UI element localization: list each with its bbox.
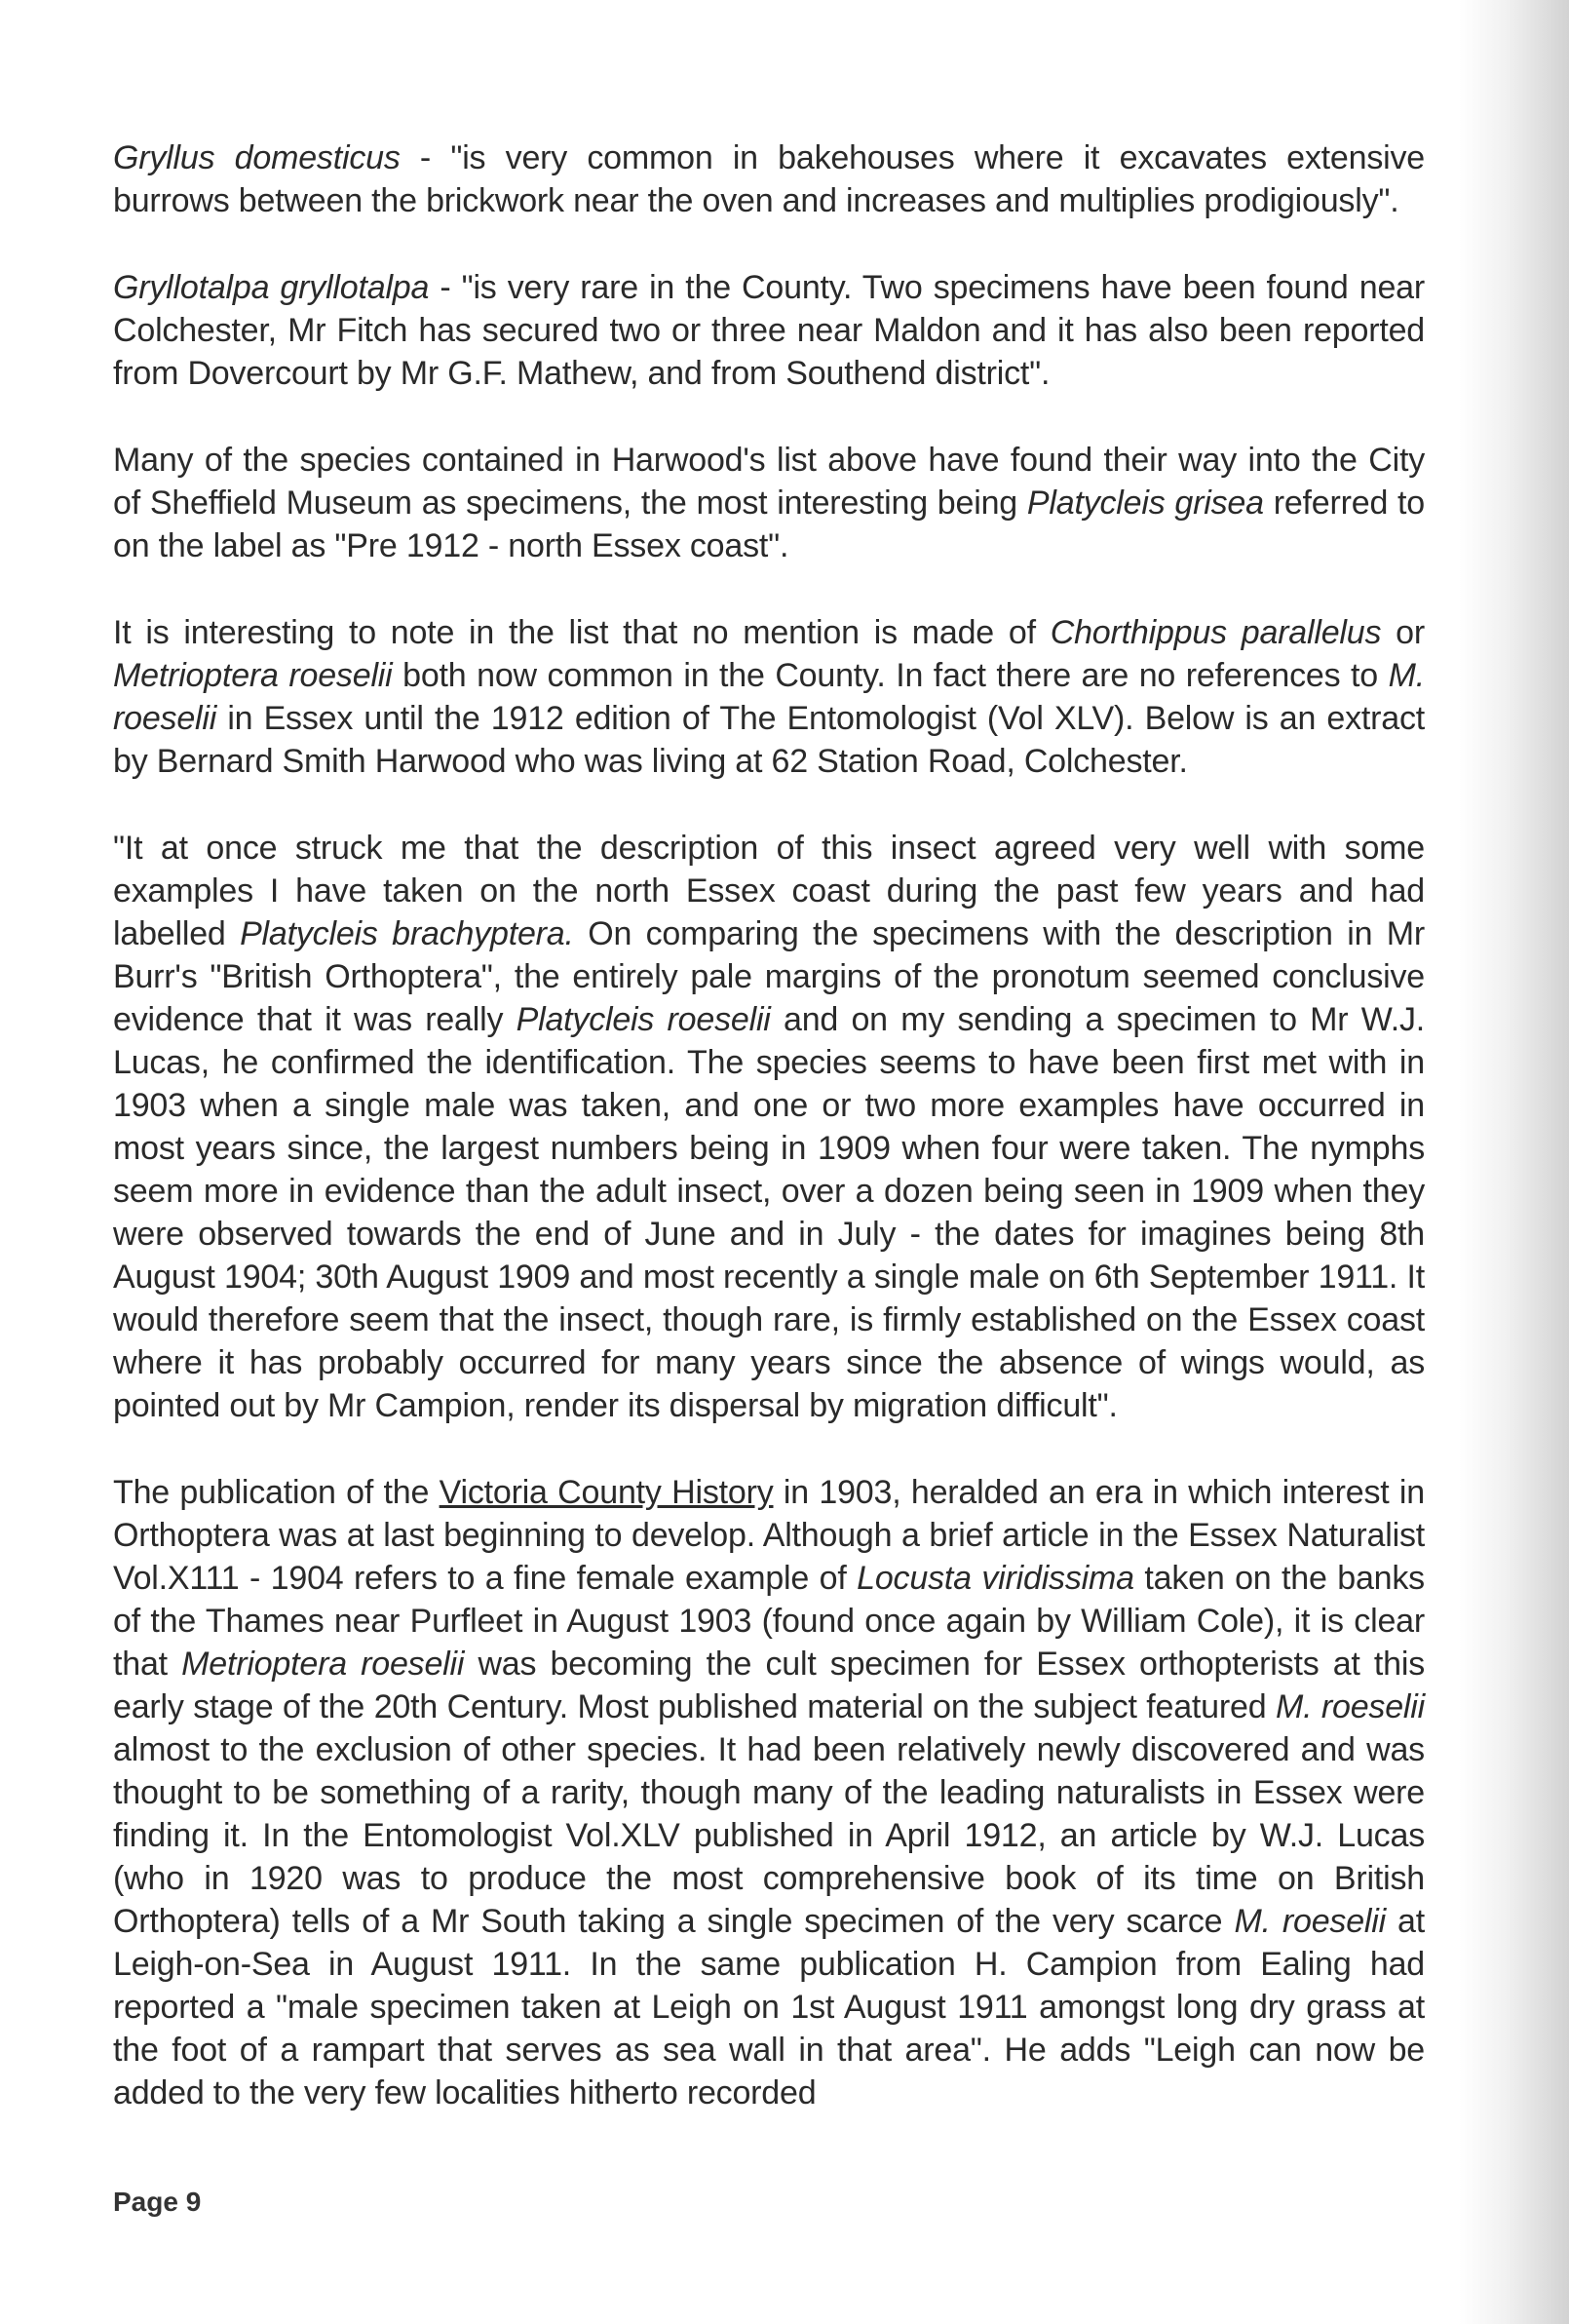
species-name: M. roeselii	[1234, 1903, 1386, 1940]
publication-title: Victoria County History	[439, 1474, 774, 1511]
paragraph-list-note: It is interesting to note in the list that no mention is made of Chorthippus parallelus or Metrioptera roeselii both now common in the County. In fact there are no references to M. roeselii in Essex until the 1912 edition of The Entomologist (Vol XLV). Below is an extract by Bernard Smith Harwood who was living at 62 Station Road, Colchester.	[113, 614, 1425, 780]
paragraph-harwood-quote: "It at once struck me that the description of this insect agreed very well with some examples I have taken on the north Essex coast during the past few years and had labelled Platycleis brachyptera. On comparing the specimens with the description in Mr Burr's "British Orthoptera", the entirely pale margins of the pronotum seemed conclusive evidence that it was really Platycleis roeselii and on my sending a specimen to Mr W.J. Lucas, he confirmed the identification. The species seems to have been first met with in 1903 when a single male was taken, and one or two more examples have occurred in most years since, the largest numbers being in 1909 when four were taken. The nymphs seem more in evidence than the adult insect, over a dozen being seen in 1909 when they were observed towards the end of June and in July - the dates for imagines being 8th August 1904; 30th August 1909 and most recently a single male on 6th September 1911. It would therefore seem that the insect, though rare, is firmly established on the Essex coast where it has probably occurred for many years since the absence of wings would, as pointed out by Mr Campion, render its dispersal by migration difficult".	[113, 830, 1426, 1424]
species-name: Gryllotalpa gryllotalpa	[113, 269, 430, 306]
species-name: M. roeselii	[1275, 1688, 1425, 1725]
species-name: Gryllus domesticus	[113, 139, 401, 176]
species-name: Metrioptera roeselii	[181, 1646, 465, 1683]
species-name: Locusta viridissima	[857, 1560, 1134, 1597]
species-name: Chorthippus parallelus	[1050, 614, 1382, 651]
species-name: Platycleis grisea	[1026, 484, 1264, 522]
document-body	[113, 136, 1425, 2158]
paragraph-sheffield-museum: Many of the species contained in Harwood's list above have found their way into the City of Sheffield Museum as specimens, the most interesting being Platycleis grisea referred to on the label as "Pre 1912 - north Essex coast".	[113, 442, 1425, 564]
paragraph-victoria-county-history: The publication of the Victoria County History in 1903, heralded an era in which interest in Orthoptera was at last beginning to develop. Although a brief article in the Essex Naturalist Vol.X111 - 1904 refers to a fine female example of Locusta viridissima taken on the banks of the Thames near Purfleet in August 1903 (found once again by William Cole), it is clear that Metrioptera roeselii was becoming the cult specimen for Essex orthopterists at this early stage of the 20th Century. Most published material on the subject featured M. roeselii almost to the exclusion of other species. It had been relatively newly discovered and was thought to be something of a rarity, though many of the leading naturalists in Essex were finding it. In the Entomologist Vol.XLV published in April 1912, an article by W.J. Lucas (who in 1920 was to produce the most comprehensive book of its time on British Orthoptera) tells of a Mr South taking a single specimen of the very scarce M. roeselii at Leigh-on-Sea in August 1911. In the same publication H. Campion from Ealing had reported a "male specimen taken at Leigh on 1st August 1911 amongst long dry grass at the foot of a rampart that serves as sea wall in that area". He adds "Leigh can now be added to the very few localities hitherto recorded	[113, 1474, 1425, 2111]
species-name: Platycleis roeselii	[516, 1001, 771, 1038]
paragraph-gryllus-domesticus: Gryllus domesticus - "is very common in bakehouses where it excavates extensive burrows between the brickwork near the oven and increases and multiplies prodigiously".	[113, 139, 1426, 219]
paragraph-gryllotalpa: Gryllotalpa gryllotalpa - "is very rare in the County. Two specimens have been found near Colchester, Mr Fitch has secured two or three near Maldon and it has also been reported from Dovercourt by Mr G.F. Mathew, and from Southend district".	[113, 269, 1425, 392]
species-name: Platycleis brachyptera.	[240, 915, 574, 952]
species-name: M. roeselii	[113, 657, 1425, 737]
page-number: Page 9	[113, 2187, 202, 2217]
species-name: Metrioptera roeselii	[113, 657, 393, 694]
